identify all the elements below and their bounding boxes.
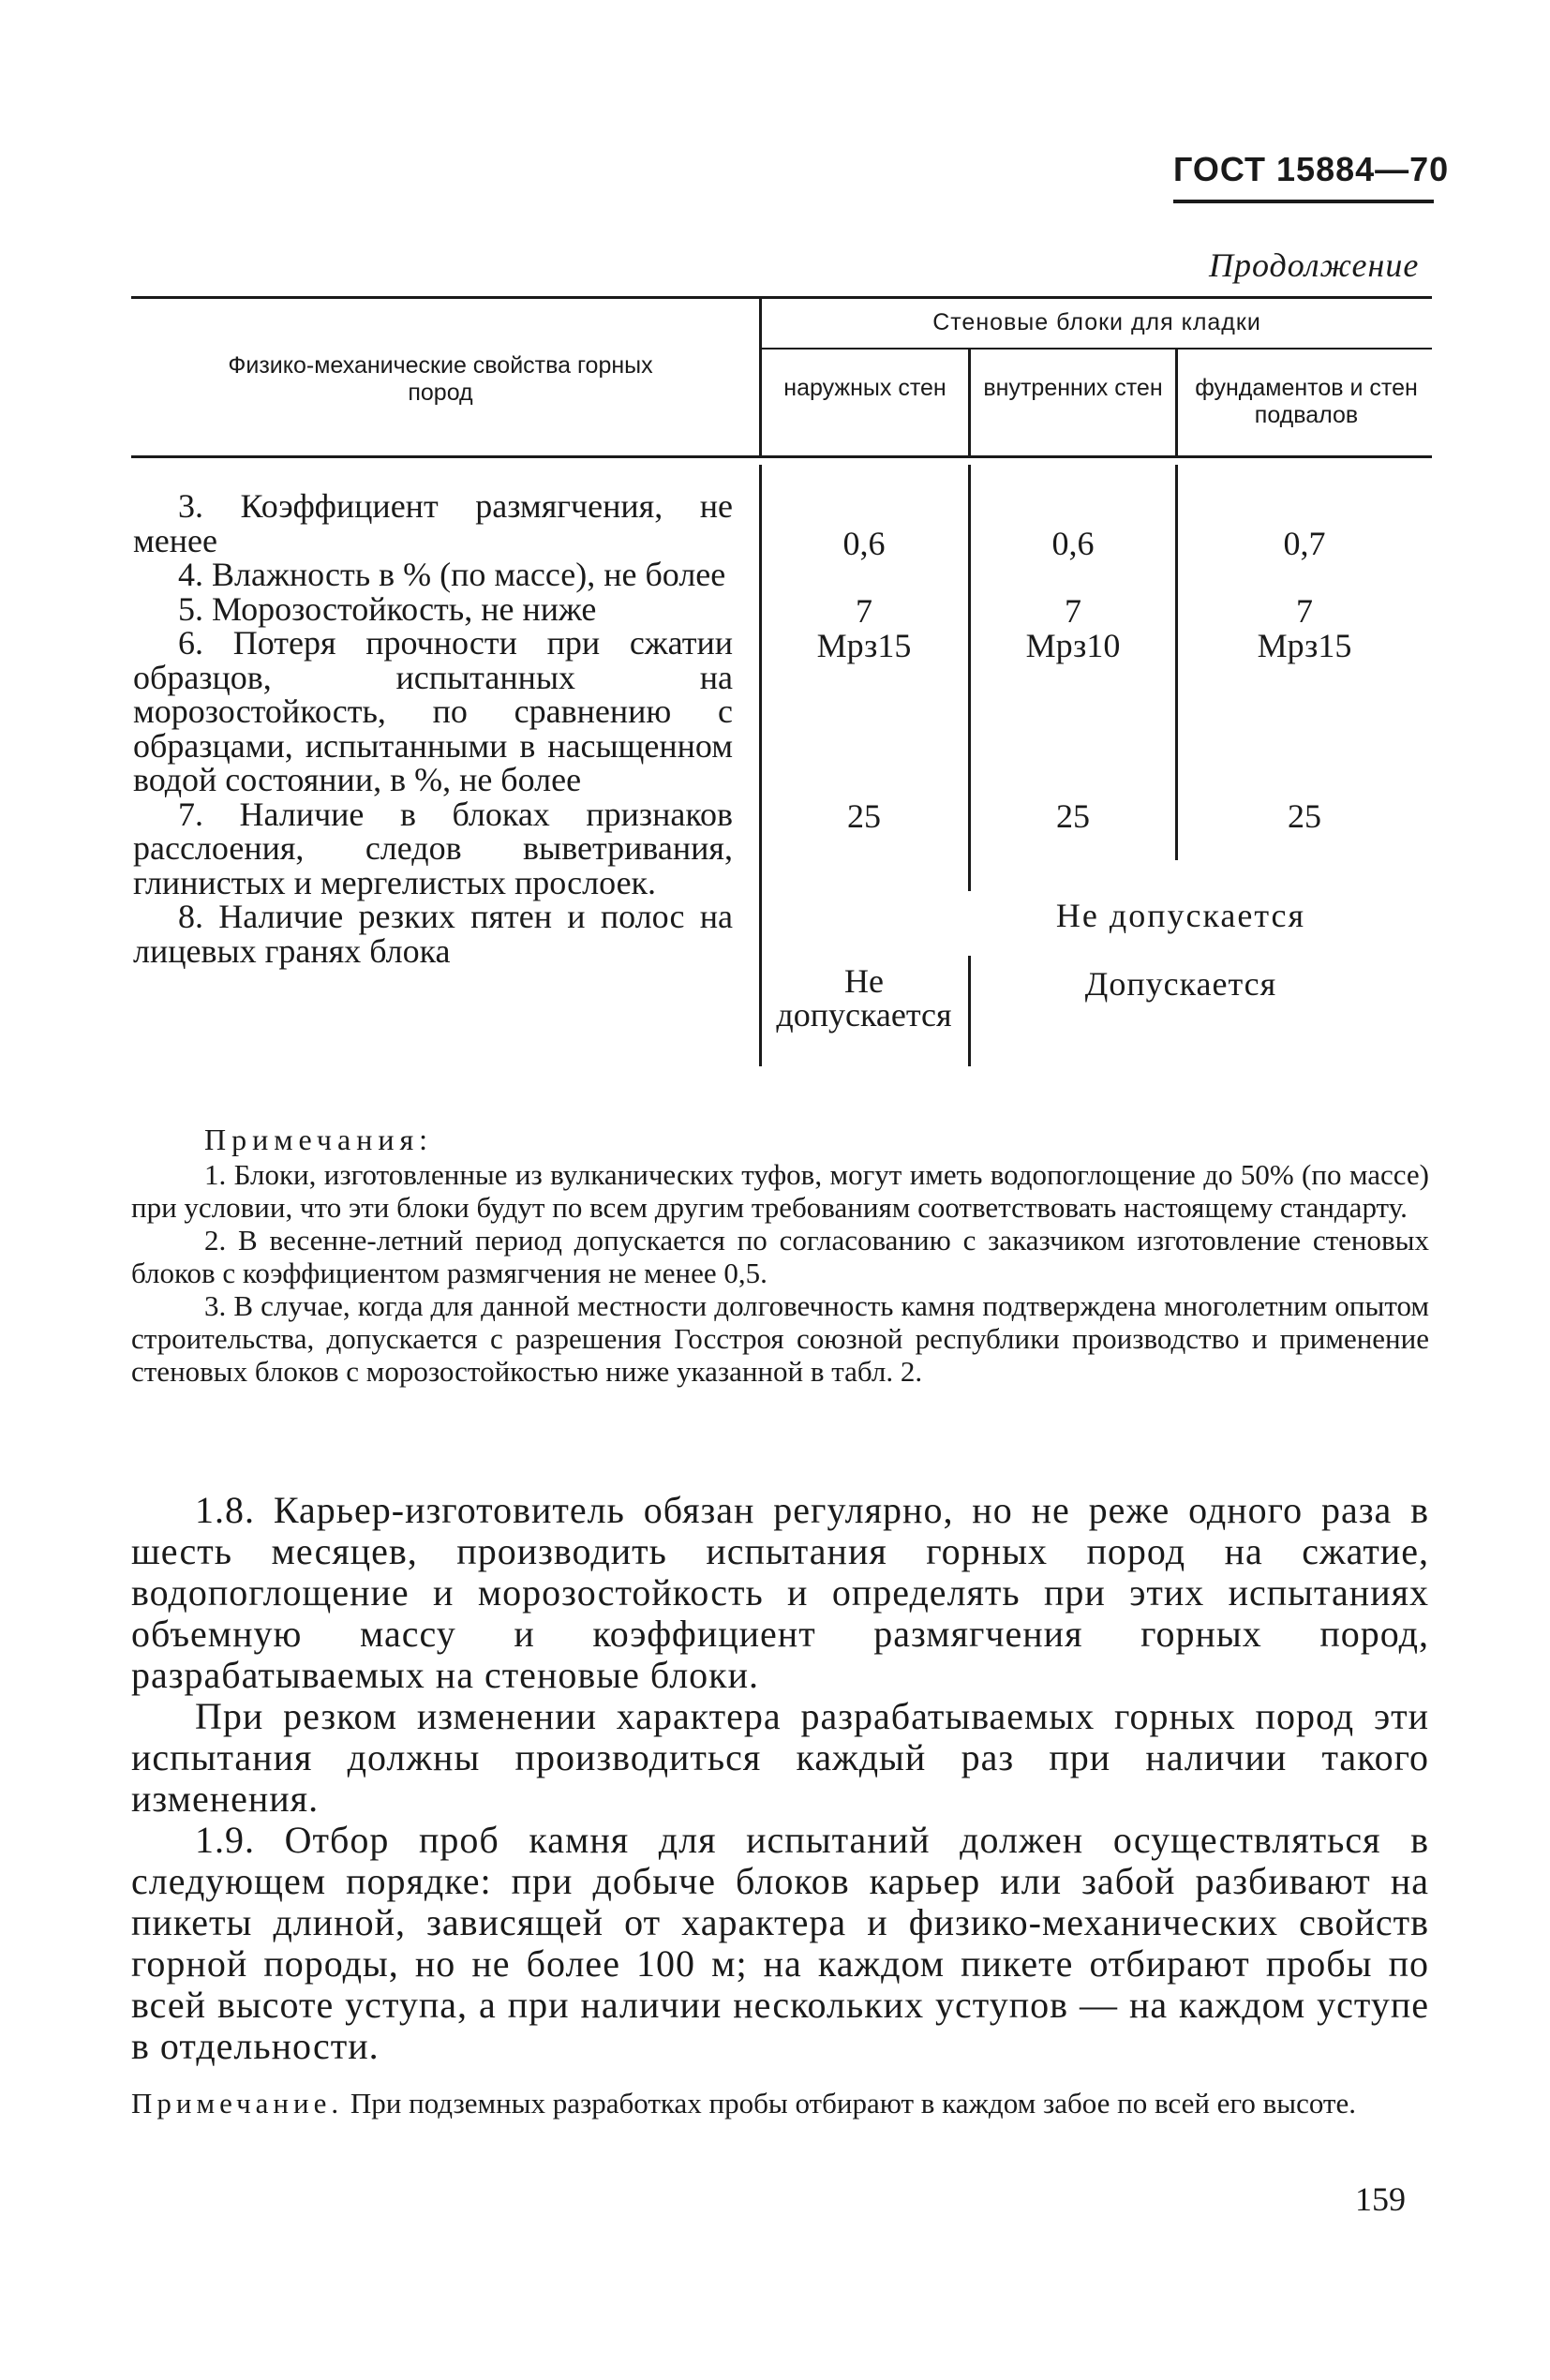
table-top-rule <box>131 296 1432 299</box>
footnote-text: При подземных разработках пробы отбирают в каждом забое по всей его высоте. <box>350 2087 1356 2120</box>
table-cell: 25 <box>847 797 881 835</box>
table-divider <box>1175 348 1178 455</box>
note-item: 2. В весенне-летний период допускается по согласованию с заказчиком изготовление стеновых блоков с коэффициентом размягчения не менее 0,5. <box>131 1224 1429 1289</box>
paragraph: При резком изменении характера разрабатываемых горных пород эти испытания должны производиться каждый раз при наличии такого изменения. <box>131 1695 1429 1820</box>
table-cell: 7 <box>856 592 872 630</box>
footnote-label: Примечание. <box>131 2087 344 2120</box>
doc-header: ГОСТ 15884—70 <box>1173 150 1450 188</box>
notes-title: Примечания: <box>204 1123 434 1156</box>
header-rule <box>1173 200 1434 203</box>
note-item: 3. В случае, когда для данной местности долговечность камня подтверждена многолетним опытом строительства, допускается с разрешения Госстроя союзной республики производство и применение стеновых блоков с морозостойкостью ниже указанной в табл. 2. <box>131 1289 1429 1388</box>
table-cell: Не допускается <box>776 962 952 1034</box>
table-row-label: 5. Морозостойкость, не ниже <box>178 589 597 628</box>
notes-list <box>131 1158 1429 1388</box>
table-cell: 25 <box>1056 797 1090 835</box>
table-row-label: 4. Влажность в % (по массе), не более <box>178 556 726 593</box>
col-header-foundation: фундаментов и стен подвалов <box>1195 375 1418 428</box>
table-cell: Мрз15 <box>1257 627 1352 664</box>
table-cell: Мрз10 <box>1025 627 1121 664</box>
col-group-header: Стеновые блоки для кладки <box>932 309 1261 335</box>
table-row-label: 3. Коэффициент размягчения, не менее <box>133 487 733 559</box>
table-cell: 7 <box>1065 592 1081 630</box>
col-header-inner: внутренних стен <box>983 375 1163 401</box>
table-cell: 25 <box>1288 797 1321 835</box>
continuation-label: Продолжение <box>1209 246 1420 284</box>
col-header-outer: наружных стен <box>783 375 946 401</box>
page-number: 159 <box>1355 2180 1406 2218</box>
col-header-property: Физико-механические свойства горных пород <box>228 352 653 406</box>
table-cell: 7 <box>1296 592 1313 630</box>
table-row-label: 8. Наличие резких пятен и полос на лицевых гранях блока <box>133 898 733 970</box>
table-divider <box>968 348 971 455</box>
table-row-labels <box>133 489 733 968</box>
paragraph: 1.9. Отбор проб камня для испытаний должен осуществляться в следующем порядке: при добыче блоков карьер или забой разбивают на пикеты длиной, зависящей от характера и физико-механических свойств горной породы, но не более 100 м; на каждом пикете отбирают пробы по всей высоте уступа, а при наличии нескольких уступов — на каждом уступе в отдельности. <box>131 1819 1429 2067</box>
table-row-label: 7. Наличие в блоках признаков расслоения, следов выветривания, глинистых и мергелистых прослоек. <box>133 795 733 901</box>
table-header-rule <box>131 455 1432 458</box>
table-cell: 0,6 <box>1051 525 1095 562</box>
table-cell-merged: Не допускается <box>1055 897 1306 934</box>
table-cell: 0,7 <box>1283 525 1326 562</box>
table-cell-merged: Допускается <box>1084 965 1277 1003</box>
table-cell: 0,6 <box>842 525 886 562</box>
body-text <box>131 1490 1429 2067</box>
paragraph: 1.8. Карьер-изготовитель обязан регулярно, но не реже одного раза в шесть месяцев, производить испытания горных пород на сжатие, водопоглощение и морозостойкость и определять при этих испытаниях объемную массу и коэффициент размягчения горных пород, разрабатываемых на стеновые блоки. <box>131 1489 1429 1696</box>
table-group-rule <box>759 348 1432 350</box>
note-item: 1. Блоки, изготовленные из вулканических туфов, могут иметь водопоглощение до 50% (по массе) при условии, что эти блоки будут по всем другим требованиям соответствовать настоящему стандарту. <box>131 1158 1429 1224</box>
table-row-label: 6. Потеря прочности при сжатии образцов, испытанных на морозостойкость, по сравнению с образцами, испытанными в насыщенном водой состоянии, в %, не более <box>133 624 733 798</box>
table-cell: Мрз15 <box>816 627 912 664</box>
footnote <box>131 2088 1429 2120</box>
